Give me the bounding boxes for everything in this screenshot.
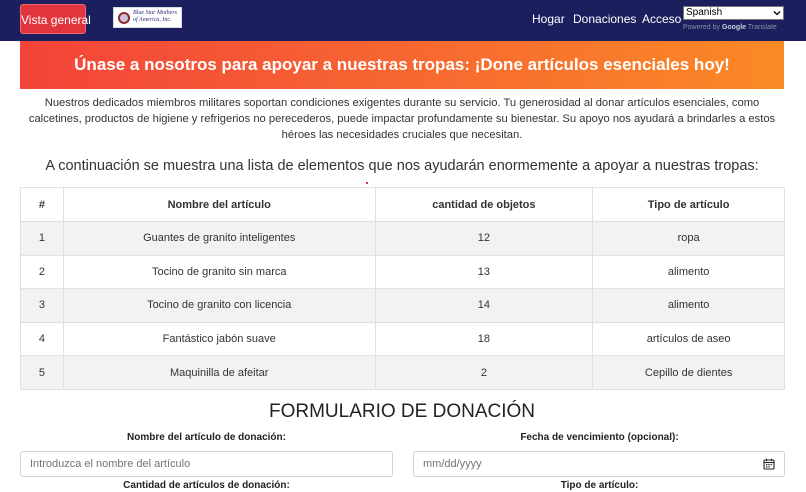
nav-link-donations[interactable]: Donaciones [573,12,637,26]
hero-banner [20,41,784,89]
organization-logo[interactable] [113,7,182,28]
decorative-dot [366,182,368,184]
row-number: 5 [21,356,64,390]
table-row [21,356,785,390]
logo-text [133,10,177,24]
translate-link[interactable]: Translate [747,24,777,31]
logo-line-2: of America, Inc. [133,17,172,23]
table-row [21,289,785,323]
table-header-row [21,188,785,222]
needed-items-table [20,187,785,390]
item-quantity: 2 [375,356,593,390]
row-number: 3 [21,289,64,323]
calendar-icon[interactable] [763,458,775,470]
item-name-input[interactable] [20,451,393,477]
powered-by-text: Powered by [683,24,720,31]
overview-button[interactable]: Vista general [20,4,86,34]
column-header-number: # [21,188,64,222]
item-type-label: Tipo de artículo: [560,480,639,491]
item-name-placeholder: Introduzca el nombre del artículo [30,458,191,470]
item-name: Guantes de granito inteligentes [63,222,375,256]
google-translate-attribution [683,23,777,32]
top-navbar [0,0,806,41]
expiry-date-placeholder: mm/dd/yyyy [423,458,482,470]
item-quantity: 13 [375,255,593,289]
logo-line-1: Blue Star Mothers [133,10,177,16]
table-row [21,222,785,256]
column-header-quantity: cantidad de objetos [375,188,593,222]
language-select[interactable] [683,6,784,20]
column-header-item-type: Tipo de artículo [593,188,785,222]
item-name: Tocino de granito sin marca [63,255,375,289]
item-type: ropa [593,222,785,256]
table-row [21,322,785,356]
donation-form-title: FORMULARIO DE DONACIÓN [268,401,536,422]
column-header-item-name: Nombre del artículo [63,188,375,222]
item-quantity: 12 [375,222,593,256]
nav-link-login[interactable]: Acceso [642,12,682,26]
google-logo[interactable]: Google [721,24,747,31]
banner-title: Únase a nosotros para apoyar a nuestras tropas: ¡Done artículos esenciales hoy! [74,55,730,74]
item-name: Fantástico jabón suave [63,322,375,356]
item-type: alimento [593,255,785,289]
nav-link-home[interactable]: Hogar [532,12,565,26]
items-list-heading: A continuación se muestra una lista de elementos que nos ayudarán enormemente a apoyar a nuestras tropas: [45,158,759,174]
row-number: 4 [21,322,64,356]
item-quantity: 18 [375,322,593,356]
item-quantity: 14 [375,289,593,323]
item-name: Tocino de granito con licencia [63,289,375,323]
item-type: Cepillo de dientes [593,356,785,390]
row-number: 1 [21,222,64,256]
item-name: Maquinilla de afeitar [63,356,375,390]
quantity-label: Cantidad de artículos de donación: [123,480,290,491]
expiry-date-input[interactable] [413,451,785,477]
item-type: artículos de aseo [593,322,785,356]
expiry-date-label: Fecha de vencimiento (opcional): [520,432,679,443]
item-type: alimento [593,289,785,323]
seal-icon [118,12,130,24]
item-name-label: Nombre del artículo de donación: [127,432,286,443]
chevron-down-icon [773,9,781,17]
language-select-value: Spanish [686,7,723,18]
intro-paragraph: Nuestros dedicados miembros militares soportan condiciones exigentes durante su servicio. Tu generosidad al donar artículos esenciales, como calcetines, productos de higiene y refrigerios no perecederos, puede impactar profundamente su bienestar. Su apoyo nos ayudará a brindarles a estos héroes las necesidades cruciales que necesitan. [28,97,776,141]
table-row [21,255,785,289]
row-number: 2 [21,255,64,289]
